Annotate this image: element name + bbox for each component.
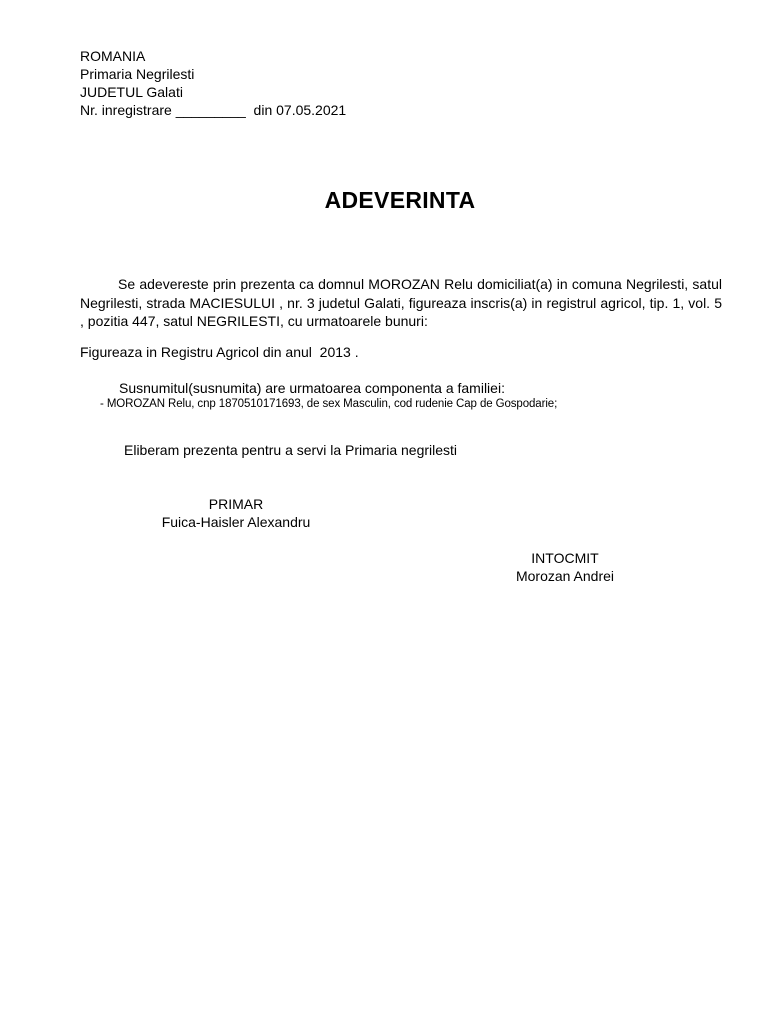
family-member-item: - MOROZAN Relu, cnp 1870510171693, de sex Masculin, cod rudenie Cap de Gospodarie;	[100, 398, 558, 410]
header-county: JUDETUL Galati	[80, 84, 183, 100]
intocmit-title: INTOCMIT	[531, 550, 599, 566]
header-country: ROMANIA	[80, 48, 146, 64]
document-title: ADEVERINTA	[324, 187, 476, 213]
registry-line: Figureaza in Registru Agricol din anul 2013 .	[80, 344, 359, 360]
header-institution: Primaria Negrilesti	[80, 66, 195, 82]
intocmit-name: Morozan Andrei	[515, 568, 615, 584]
primar-signature-block	[156, 495, 316, 531]
family-intro: Susnumitul(susnumita) are urmatoarea componenta a familiei:	[119, 380, 505, 396]
intocmit-signature-block	[505, 549, 625, 585]
header-registration: Nr. inregistrare _________ din 07.05.2021	[80, 102, 347, 118]
issue-statement: Eliberam prezenta pentru a servi la Primaria negrilesti	[124, 442, 458, 458]
certification-paragraph: Se adevereste prin prezenta ca domnul MOROZAN Relu domiciliat(a) in comuna Negrilesti, satul Negrilesti, strada MACIESULUI , nr. 3 judetul Galati, figureaza inscris(a) in registrul agricol, tip. 1, vol. 5 , pozitia 447, satul NEGRILESTI, cu urmatoarele bunuri:	[80, 276, 722, 329]
primar-title: PRIMAR	[208, 496, 264, 512]
document-header	[80, 47, 346, 119]
primar-name: Fuica-Haisler Alexandru	[161, 514, 311, 530]
